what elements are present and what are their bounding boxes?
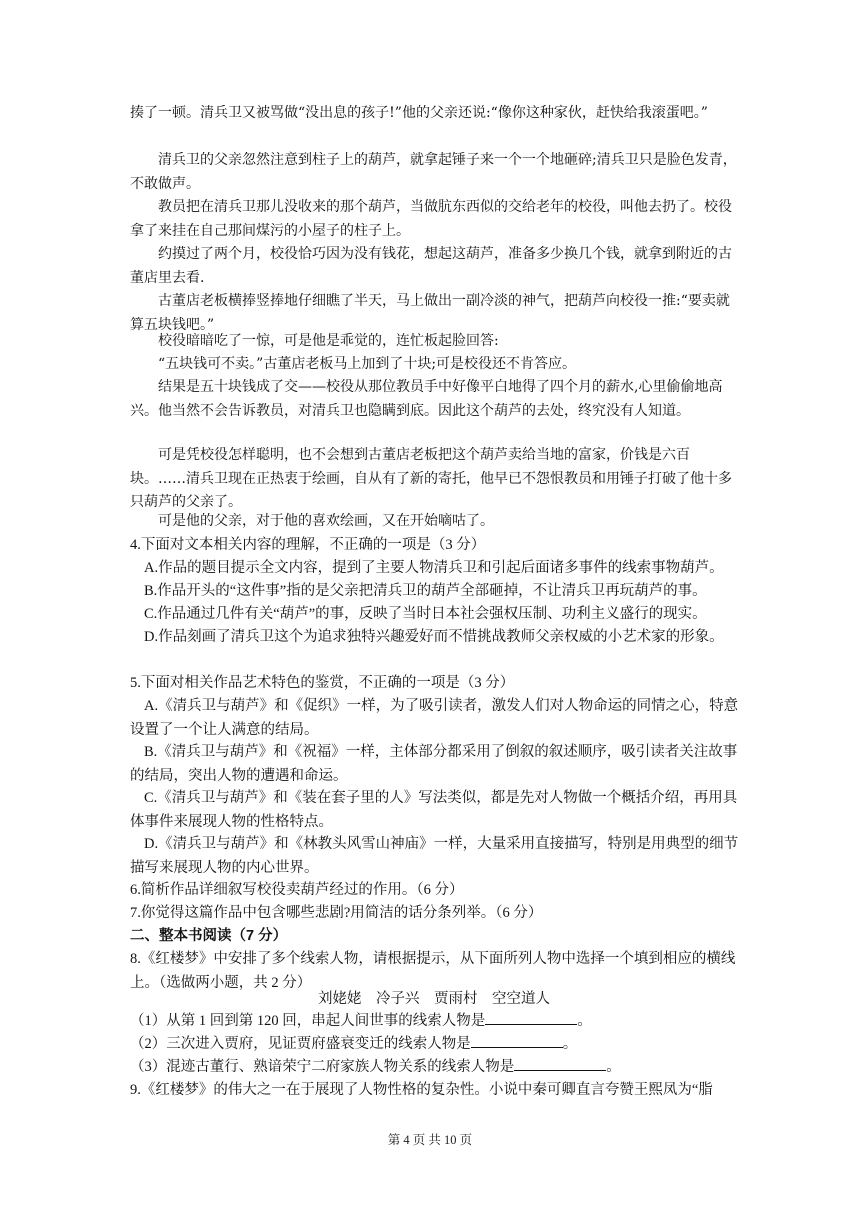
story-paragraph-10: 可是他的父亲，对于他的喜欢绘画，又在开始嘀咕了。: [158, 513, 494, 529]
question-5-option-d: D.《清兵卫与葫芦》和《林教头风雪山神庙》一样，大量采用直接描写，特别是用典型的细节描写来展现人物的内心世界。: [130, 836, 739, 876]
question-5-option-c: C.《清兵卫与葫芦》和《装在套子里的人》写法类似，都是先对人物做一个概括介绍，再用具体事件来展现人物的性格特点。: [130, 790, 738, 830]
sub-1-text: （1）从第 1 回到第 120 回，串起人间世事的线索人物是: [130, 1013, 486, 1029]
sub-3-end: 。: [606, 1059, 621, 1075]
story-paragraph-1: 揍了一顿。清兵卫又被骂做“没出息的孩子!”他的父亲还说:“像你这种家伙，赶快给我滚蛋吧。”: [130, 105, 708, 121]
story-paragraph-9: 可是凭校役怎样聪明，也不会想到古董店老板把这个葫芦卖给当地的富家，价钱是六百块。……清兵卫现在正热衷于绘画，自从有了新的寄托，他早已不怨恨教员和用锤子打破了他十多只葫芦的父亲了。: [130, 447, 732, 510]
answer-blank-3[interactable]: [514, 1056, 606, 1071]
question-4-option-c: C.作品通过几件有关“葫芦”的事，反映了当时日本社会强权压制、功利主义盛行的现实。: [144, 606, 707, 622]
candidate-names: 刘姥姥 冷子兴 贾雨村 空空道人: [318, 991, 550, 1007]
answer-blank-2[interactable]: [471, 1033, 563, 1048]
question-8-sub-3: [130, 1056, 740, 1080]
story-paragraph-8: 结果是五十块钱成了交——校役从那位教员手中好像平白地得了四个月的薪水,心里偷偷地高兴。他当然不会告诉教员，对清兵卫也隐瞒到底。因此这个葫芦的去处，终究没有人知道。: [130, 379, 723, 419]
story-paragraph-2: 清兵卫的父亲忽然注意到柱子上的葫芦，就拿起锤子来一个一个地砸碎;清兵卫只是脸色发青，不敢做声。: [130, 152, 737, 192]
story-paragraph-4: 约摸过了两个月，校役恰巧因为没有钱花，想起这葫芦，准备多少换几个钱，就拿到附近的古董店里去看.: [130, 246, 732, 286]
section-heading: 二、整本书阅读（7 分）: [130, 928, 288, 944]
sub-2-end: 。: [562, 1036, 578, 1052]
story-paragraph-3: 教员把在清兵卫那儿没收来的那个葫芦，当做肮东西似的交给老年的校役，叫他去扔了。校役拿了来挂在自己那间煤污的小屋子的柱子上。: [130, 199, 732, 239]
answer-blank-1[interactable]: [485, 1010, 577, 1025]
question-5-option-b: B.《清兵卫与葫芦》和《祝福》一样，主体部分都采用了倒叙的叙述顺序，吸引读者关注故事的结局，突出人物的遭遇和命运。: [130, 744, 738, 784]
question-9: 9.《红楼梦》的伟大之一在于展现了人物性格的复杂性。小说中秦可卿直言夸赞王熙凤为“脂: [130, 1082, 713, 1098]
page-footer: 第 4 页 共 10 页: [387, 1133, 473, 1147]
question-4-option-d: D.作品刻画了清兵卫这个为追求独特兴趣爱好而不惜挑战教师父亲权威的小艺术家的形象。: [144, 629, 724, 645]
question-4-option-a: A.作品的题目提示全文内容，提到了主要人物清兵卫和引起后面诸多事件的线索事物葫芦。: [144, 560, 724, 576]
story-paragraph-5: 古董店老板横捧竖捧地仔细瞧了半天，马上做出一副冷淡的神气，把葫芦向校役一推:“要卖就算五块钱吧。”: [130, 293, 730, 333]
question-5-option-a: A.《清兵卫与葫芦》和《促织》一样，为了吸引读者，激发人们对人物命运的同情之心，特意设置了一个让人满意的结局。: [130, 698, 739, 738]
question-4-stem: 4.下面对文本相关内容的理解，不正确的一项是（3 分）: [130, 537, 486, 553]
question-8-stem: 8.《红楼梦》中安排了多个线索人物，请根据提示，从下面所列人物中选择一个填到相应的横线上。（选做两小题，共 2 分）: [130, 951, 736, 991]
question-5-stem: 5.下面对相关作品艺术特色的鉴赏，不正确的一项是（3 分）: [130, 675, 515, 691]
story-paragraph-7: “五块钱可不卖。”古董店老板马上加到了十块;可是校役还不肯答应。: [158, 356, 577, 372]
sub-1-end: 。: [577, 1013, 592, 1029]
sub-2-text: （2）三次进入贾府，见证贾府盛衰变迁的线索人物是: [130, 1036, 471, 1052]
question-4-option-b: B.作品开头的“这件事”指的是父亲把清兵卫的葫芦全部砸掉，不让清兵卫再玩葫芦的事。: [144, 583, 707, 599]
question-8-sub-1: [130, 1010, 740, 1034]
sub-3-text: （3）混迹古董行、熟谙荣宁二府家族人物关系的线索人物是: [130, 1059, 515, 1075]
story-paragraph-6: 校役暗暗吃了一惊，可是他是乖觉的，连忙板起脸回答:: [158, 333, 499, 349]
question-6: 6.简析作品详细叙写校役卖葫芦经过的作用。（6 分）: [130, 882, 464, 898]
question-7: 7.你觉得这篇作品中包含哪些悲剧?用简洁的话分条列举。（6 分）: [130, 905, 543, 921]
question-8-sub-2: [130, 1033, 740, 1057]
